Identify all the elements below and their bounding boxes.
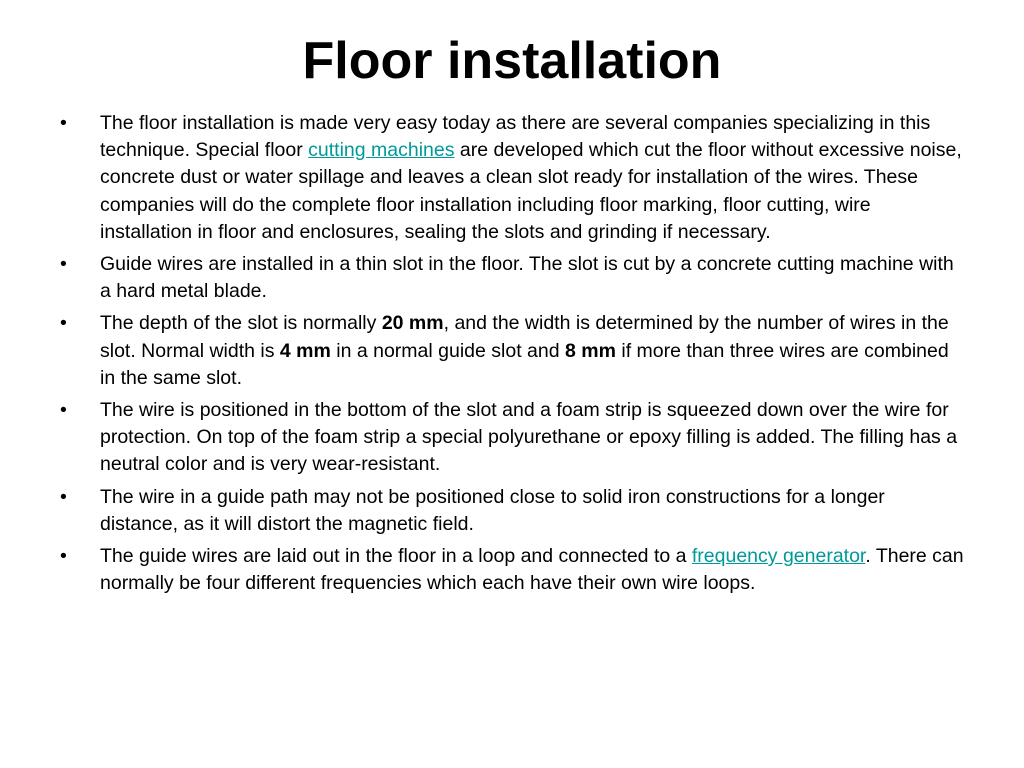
frequency-generator-link[interactable]: frequency generator [691,545,866,568]
bullet-dot-icon: • [60,253,67,276]
bullet-text: Guide wires are installed in a thin slot in the floor. The slot is cut by a concrete cutting machine with a hard metal blade. [100,253,954,303]
bullet-item [56,110,968,246]
bullet-text: are developed which cut the floor without excessive noise, concrete dust or water spillage and leaves a clean slot ready for installation of the wires. These companies will do the complete floor installation including floor marking, floor cutting, wire installation in floor and enclosures, sealing the slots and grinding if necessary. [100,139,962,243]
bullet-dot-icon: • [60,312,67,335]
bullet-text: . There can normally be four different frequencies which each have their own wire loops. [100,545,964,595]
bullet-item [56,397,968,479]
bullet-item [56,251,968,305]
normal-width-value: 4 mm [279,339,331,362]
bullet-text: The floor installation is made very easy today as there are several companies specializing in this technique. Special floor [100,112,931,162]
bullet-text: The wire is positioned in the bottom of the slot and a foam strip is squeezed down over the wire for protection. On top of the foam strip a special polyurethane or epoxy filling is added. The filling has a neutral color and is very wear-resistant. [100,399,958,476]
bullet-dot-icon: • [60,112,67,134]
bullet-dot-icon: • [60,485,67,508]
bullet-item [56,484,968,538]
slot-depth-value: 20 mm [381,312,444,335]
bullet-list [56,110,968,602]
bullet-text: The depth of the slot is normally [100,312,382,335]
bullet-text: The wire in a guide path may not be positioned close to solid iron constructions for a longer distance, as it will distort the magnetic field. [100,485,885,535]
bullet-dot-icon: • [60,399,67,422]
bullet-item [56,310,968,392]
bullet-text: if more than three wires are combined in the same slot. [100,339,949,389]
bullet-text: in a normal guide slot and [330,339,565,362]
wide-width-value: 8 mm [565,339,616,362]
bullet-item [56,543,968,597]
cutting-machines-link[interactable]: cutting machines [308,139,455,162]
bullet-text: , and the width is determined by the number of wires in the slot. Normal width is [100,312,949,362]
slide-title: Floor installation [302,32,722,90]
bullet-dot-icon: • [60,545,67,568]
bullet-text: The guide wires are laid out in the floor in a loop and connected to a [100,545,692,568]
